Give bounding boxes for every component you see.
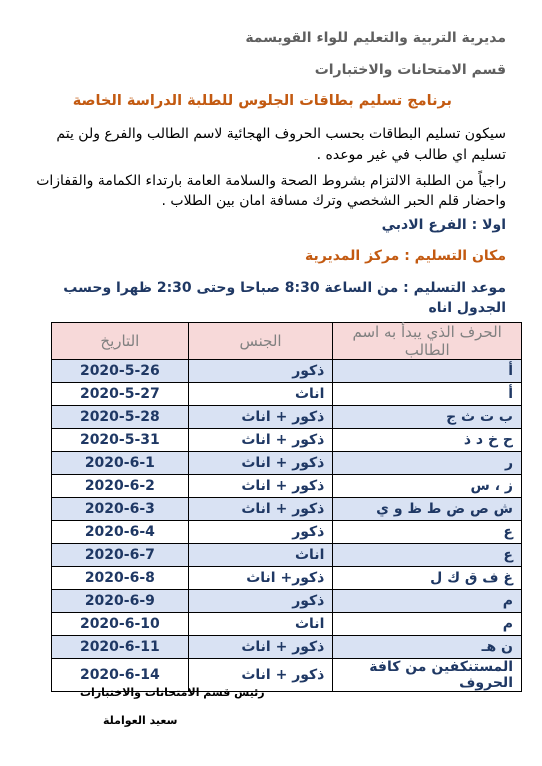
- table-row: [52, 360, 522, 383]
- gender-cell: ذكور + اناث: [188, 659, 333, 692]
- date-column-header: التاريخ: [52, 323, 189, 360]
- signature-role: رئيس قسم الامتحانات والاختبارات: [80, 686, 265, 699]
- table-row: [52, 567, 522, 590]
- date-cell: 2020-6-7: [52, 544, 189, 567]
- table-row: [52, 613, 522, 636]
- table-row: [52, 475, 522, 498]
- delivery-time: موعد التسليم : من الساعة 8:30 صباحا وحتى 2:30 ظهرا وحسب الجدول اناه: [63, 280, 506, 316]
- gender-column-header: الجنس: [188, 323, 333, 360]
- gender-cell: اناث: [188, 613, 333, 636]
- date-cell: 2020-5-26: [52, 360, 189, 383]
- date-cell: 2020-6-9: [52, 590, 189, 613]
- table-row: [52, 521, 522, 544]
- letter-cell: ب ت ث ج: [333, 406, 522, 429]
- gender-cell: ذكور + اناث: [188, 636, 333, 659]
- gender-cell: ذكور + اناث: [188, 429, 333, 452]
- department-heading: قسم الامتحانات والاختبارات: [314, 62, 506, 78]
- date-cell: 2020-6-4: [52, 521, 189, 544]
- letter-cell: ع: [333, 544, 522, 567]
- gender-cell: ذكور + اناث: [188, 452, 333, 475]
- date-cell: 2020-5-28: [52, 406, 189, 429]
- date-cell: 2020-6-11: [52, 636, 189, 659]
- table-row: [52, 406, 522, 429]
- letter-cell: ع: [333, 521, 522, 544]
- table-row: [52, 429, 522, 452]
- date-cell: 2020-6-8: [52, 567, 189, 590]
- letter-cell: ش ص ض ط ظ و ي: [333, 498, 522, 521]
- gender-cell: ذكور + اناث: [188, 475, 333, 498]
- gender-cell: ذكور: [188, 590, 333, 613]
- letter-cell: المستنكفين من كافة الحروف: [333, 659, 522, 692]
- delivery-note-paragraph: سيكون تسليم البطاقات بحسب الحروف الهجائية لاسم الطالب والفرع ولن يتم تسليم اي طالب في غير موعده .: [56, 126, 506, 163]
- letter-cell: م: [333, 590, 522, 613]
- letter-cell: ر: [333, 452, 522, 475]
- schedule-table-body: [52, 360, 522, 692]
- branch-heading: اولا : الفرع الادبي: [381, 217, 506, 233]
- date-cell: 2020-6-1: [52, 452, 189, 475]
- letter-cell: ز ، س: [333, 475, 522, 498]
- delivery-place: مكان التسليم : مركز المديرية: [304, 248, 506, 264]
- directorate-heading: مديرية التربية والتعليم للواء القويسمة: [245, 30, 506, 46]
- letter-cell: ح خ د ذ: [333, 429, 522, 452]
- gender-cell: ذكور: [188, 360, 333, 383]
- table-header-row: [52, 323, 522, 360]
- schedule-table: [51, 322, 522, 692]
- gender-cell: ذكور + اناث: [188, 406, 333, 429]
- letter-cell: م: [333, 613, 522, 636]
- table-row: [52, 590, 522, 613]
- date-cell: 2020-6-3: [52, 498, 189, 521]
- safety-instructions-paragraph: راجياً من الطلبة الالتزام بشروط الصحة والسلامة العامة بارتداء الكمامة والقفازات واحضار قلم الحبر الشخصي وترك مسافة امان بين الطلاب .: [36, 173, 506, 209]
- date-cell: 2020-5-31: [52, 429, 189, 452]
- program-title: برنامج تسليم بطاقات الجلوس للطلبة الدراسة الخاصة: [72, 93, 452, 109]
- signature-name: سعيد العواملة: [103, 714, 178, 727]
- letter-column-header: الحرف الذي يبدأ به اسم الطالب: [333, 323, 522, 360]
- table-row: [52, 452, 522, 475]
- gender-cell: ذكور: [188, 521, 333, 544]
- letter-cell: غ ف ق ك ل: [333, 567, 522, 590]
- letter-cell: أ: [333, 360, 522, 383]
- letter-cell: ن هـ: [333, 636, 522, 659]
- date-cell: 2020-6-10: [52, 613, 189, 636]
- table-row: [52, 636, 522, 659]
- gender-cell: اناث: [188, 544, 333, 567]
- gender-cell: اناث: [188, 383, 333, 406]
- gender-cell: ذكور + اناث: [188, 498, 333, 521]
- table-row: [52, 498, 522, 521]
- date-cell: 2020-5-27: [52, 383, 189, 406]
- date-cell: 2020-6-2: [52, 475, 189, 498]
- gender-cell: ذكور+ اناث: [188, 567, 333, 590]
- date-cell: 2020-6-14: [52, 659, 189, 692]
- letter-cell: أ: [333, 383, 522, 406]
- table-row: [52, 383, 522, 406]
- table-row: [52, 544, 522, 567]
